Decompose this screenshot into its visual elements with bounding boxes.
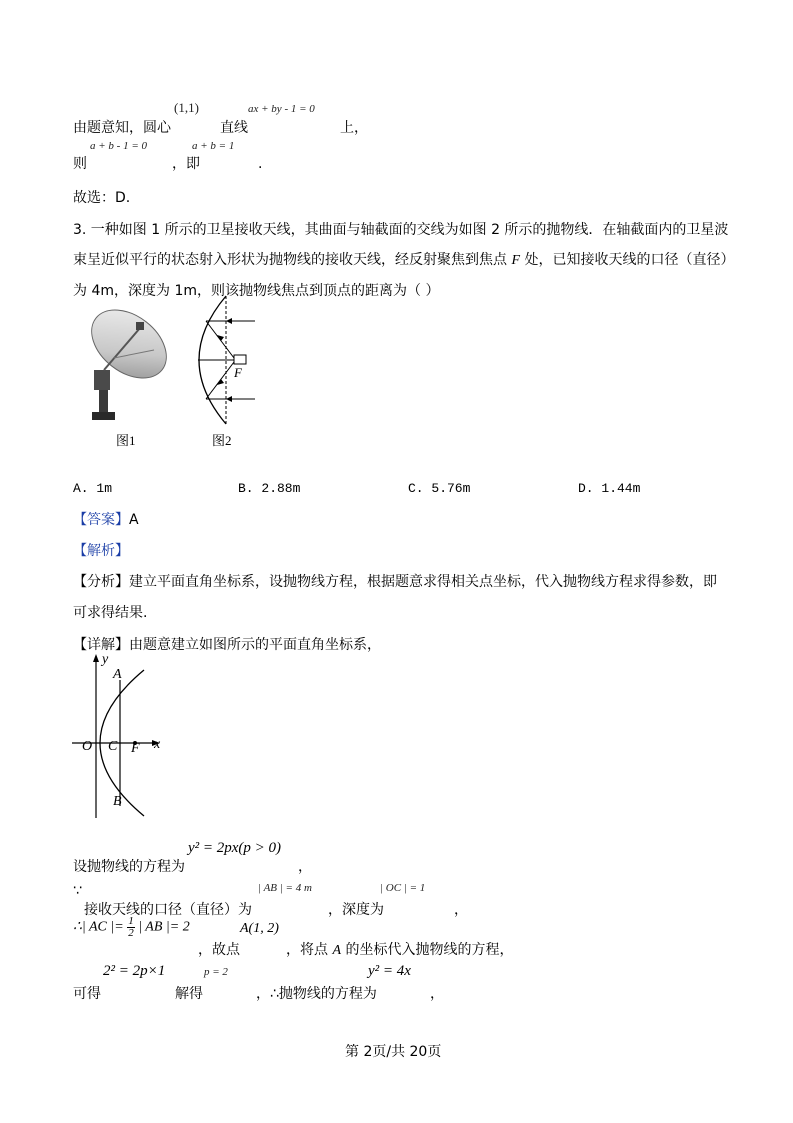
prev-line2-end: . [258,156,263,172]
detail-label: 【详解】 [73,637,129,653]
option-a: A. 1m [73,481,113,496]
because-symbol: ∵ [73,883,82,899]
dish-reflector [79,300,174,392]
fig1-caption: 图1 [116,433,136,448]
half-fraction [127,916,135,939]
fraction-numerator: 1 [128,915,134,927]
question-text-2a: 束呈近似平行的状态射入形状为抛物线的接收天线，经反射聚焦到焦点 [73,252,507,268]
conclusion-text: ，∴抛物线的方程为 [256,986,377,1002]
ac-equation [73,916,190,939]
prev-line1-end: 上， [340,120,368,136]
parabola-equation: y² = 2px(p > 0) [188,840,282,856]
b-label: B [113,794,122,809]
analysis-label: 【解析】 [73,543,129,559]
option-b: B. 2.88m [238,481,301,496]
point-a-coords: A(1, 2) [240,921,279,936]
fenxi-text-2: 可求得结果. [73,605,148,621]
dish-base [92,412,115,420]
ab-length-eq: | AB | = 4 m [258,882,312,894]
focus-letter: F [511,253,521,268]
satellite-dish-figure [74,300,174,422]
page-number: 第 2页/共 20页 [345,1044,442,1060]
coordinate-figure [72,650,172,820]
equation-b: a + b = 1 [192,140,235,152]
f-label: F [131,741,140,756]
origin-label: O [82,739,93,754]
substitute-point-a: A [332,943,342,958]
substitute-lead: ，将点 [286,942,328,958]
final-equation: y² = 4x [368,963,411,979]
depth-text: ，深度为 [328,902,384,918]
detail-text: 由题意建立如图所示的平面直角坐标系， [129,637,381,653]
fenxi-text-1: 建立平面直角坐标系，设抛物线方程，根据题意求得相关点坐标，代入抛物线方程求得参数，即 [129,574,717,590]
p-value: p = 2 [204,966,228,978]
jiede-text: 解得 [175,986,203,1002]
answer-value: A [129,512,139,528]
ac-rest: | AB |= 2 [138,919,190,935]
prev-line2-start: 则 [73,156,87,172]
point-label: (1,1) [174,100,199,115]
fig2-receiver [234,355,246,364]
gu-text: ，故点 [198,942,240,958]
question-text-2b: 处，已知接收天线的口径（直径） [524,252,735,268]
equation-a: a + b - 1 = 0 [90,140,148,152]
dish-mount [94,370,110,390]
diameter-text: 接收天线的口径（直径）为 [84,902,252,918]
answer-line [73,511,139,529]
prev-line2-mid: ，即 [172,156,200,172]
final-end: ， [430,986,444,1002]
a-label: A [113,667,122,682]
substitute-end: 的坐标代入抛物线的方程， [345,942,514,958]
parabola-cross-section-figure [190,292,258,430]
c-label: C [108,739,118,754]
fraction-denominator: 2 [128,927,134,939]
prev-line1-text: 由题意知，圆心 [73,120,171,136]
fenxi-label: 【分析】 [73,574,129,590]
x-label: x [154,737,161,752]
option-d: D. 1.44m [578,481,641,496]
fig2-caption: 图2 [212,433,232,448]
answer-label: 【答案】 [73,512,129,528]
fenxi-line-1 [73,573,717,591]
fig2-arrow-top [226,318,232,324]
y-axis-arrow [93,654,99,662]
substitute-text [286,941,513,960]
set-equation-end: ， [298,859,312,875]
set-equation-text: 设抛物线的方程为 [73,859,185,875]
option-c: C. 5.76m [408,481,471,496]
question-text-3: 为 4m，深度为 1m，则该抛物线焦点到顶点的距离为（ ） [73,283,440,299]
prev-line1-mid: 直线 [220,120,248,136]
kede-text: 可得 [73,986,101,1002]
dish-feed-horn [136,322,144,330]
fig2-arrow-reflect-top [217,335,224,341]
line-equation: ax + by - 1 = 0 [248,103,315,115]
substitution-equation: 2² = 2p×1 [103,963,166,979]
fig2-focus-label: F [234,365,242,380]
ac-therefore: ∴| AC |= [73,919,124,935]
fig2-arrow-reflect-bottom [217,379,224,385]
y-label: y [102,652,109,667]
oc-length-eq: | OC | = 1 [380,882,426,894]
fig2-arrow-bottom [226,396,232,402]
prev-answer-line: 故选：D. [73,190,131,206]
question-text-1: 3. 一种如图 1 所示的卫星接收天线，其曲面与轴截面的交线为如图 2 所示的抛物线．在轴截面内的卫星波 [73,222,729,238]
question-text-2 [73,251,734,270]
depth-end: ， [454,902,468,918]
